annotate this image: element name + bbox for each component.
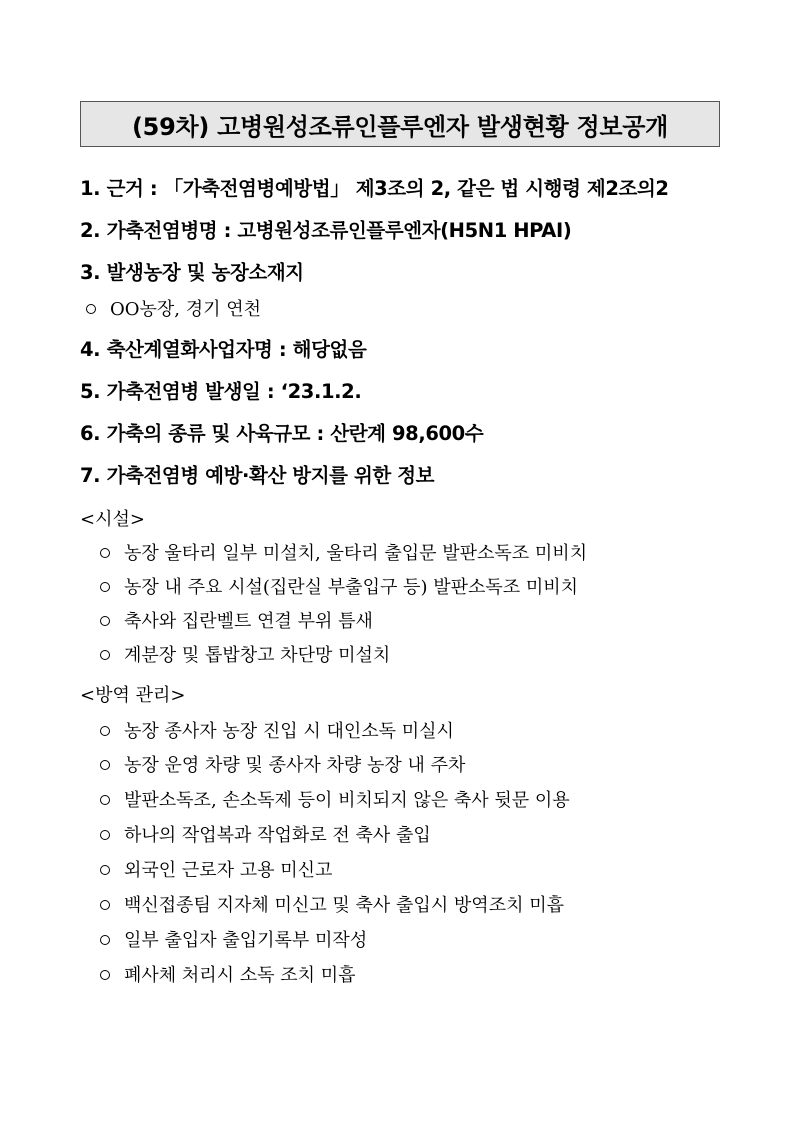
circle-bullet-icon [100, 970, 110, 980]
quarantine-item-text: 외국인 근로자 고용 미신고 [124, 860, 333, 881]
quarantine-item-text: 농장 종사자 농장 진입 시 대인소독 미실시 [124, 721, 454, 742]
quarantine-item-text: 발판소독조, 손소독제 등이 비치되지 않은 축사 뒷문 이용 [124, 790, 570, 811]
section-heading-1: 1. 근거 : 「가축전염병예방법」 제3조의 2, 같은 법 시행령 제2조의2 [80, 177, 669, 200]
facility-item-text: 축사와 집란벨트 연결 부위 틈새 [124, 611, 373, 632]
quarantine-item [100, 788, 570, 814]
circle-bullet-icon [100, 865, 110, 875]
quarantine-item-text: 농장 운영 차량 및 종사자 차량 농장 내 주차 [124, 755, 466, 776]
section-heading-4: 4. 축산계열화사업자명 : 해당없음 [80, 338, 367, 361]
circle-bullet-icon [100, 795, 110, 805]
quarantine-item [100, 963, 356, 989]
circle-bullet-icon [100, 548, 110, 558]
circle-bullet-icon [100, 900, 110, 910]
quarantine-item [100, 823, 431, 849]
quarantine-item [100, 928, 367, 954]
section-heading-3: 3. 발생농장 및 농장소재지 [80, 261, 304, 284]
quarantine-item-text: 백신접종팀 지자체 미신고 및 축사 출입시 방역조치 미흡 [124, 895, 564, 916]
circle-bullet-icon [100, 650, 110, 660]
quarantine-subheading: <방역 관리> [80, 685, 186, 706]
facility-item [100, 643, 390, 669]
facility-item-text: 농장 내 주요 시설(집란실 부출입구 등) 발판소독조 미비치 [124, 577, 579, 598]
facility-item-text: 농장 울타리 일부 미설치, 울타리 출입문 발판소독조 미비치 [124, 543, 588, 564]
quarantine-item-text: 일부 출입자 출입기록부 미작성 [124, 930, 368, 951]
farm-location-text: OO농장, 경기 연천 [110, 299, 262, 320]
circle-bullet-icon [100, 726, 110, 736]
page-title: (59차) 고병원성조류인플루엔자 발생현황 정보공개 [80, 101, 720, 147]
circle-bullet-icon [100, 582, 110, 592]
facility-item [100, 541, 587, 567]
section-heading-6: 6. 가축의 종류 및 사육규모 : 산란계 98,600수 [80, 422, 484, 445]
circle-bullet-icon [86, 304, 96, 314]
farm-location-item [86, 297, 261, 323]
quarantine-item [100, 719, 454, 745]
section-heading-5: 5. 가축전염병 발생일 : ‘23.1.2. [80, 380, 362, 403]
quarantine-item [100, 858, 332, 884]
section-heading-2: 2. 가축전염병명 : 고병원성조류인플루엔자(H5N1 HPAI) [80, 219, 572, 242]
section-heading-7: 7. 가축전염병 예방·확산 방지를 위한 정보 [80, 464, 435, 487]
facility-subheading: <시설> [80, 509, 145, 530]
quarantine-item [100, 893, 564, 919]
facility-item [100, 609, 373, 635]
circle-bullet-icon [100, 935, 110, 945]
quarantine-item-text: 폐사체 처리시 소독 조치 미흡 [124, 965, 356, 986]
quarantine-item [100, 753, 465, 779]
circle-bullet-icon [100, 760, 110, 770]
facility-item [100, 575, 578, 601]
facility-item-text: 계분장 및 톱밥창고 차단망 미설치 [124, 645, 391, 666]
quarantine-item-text: 하나의 작업복과 작업화로 전 축사 출입 [124, 825, 431, 846]
circle-bullet-icon [100, 830, 110, 840]
circle-bullet-icon [100, 616, 110, 626]
